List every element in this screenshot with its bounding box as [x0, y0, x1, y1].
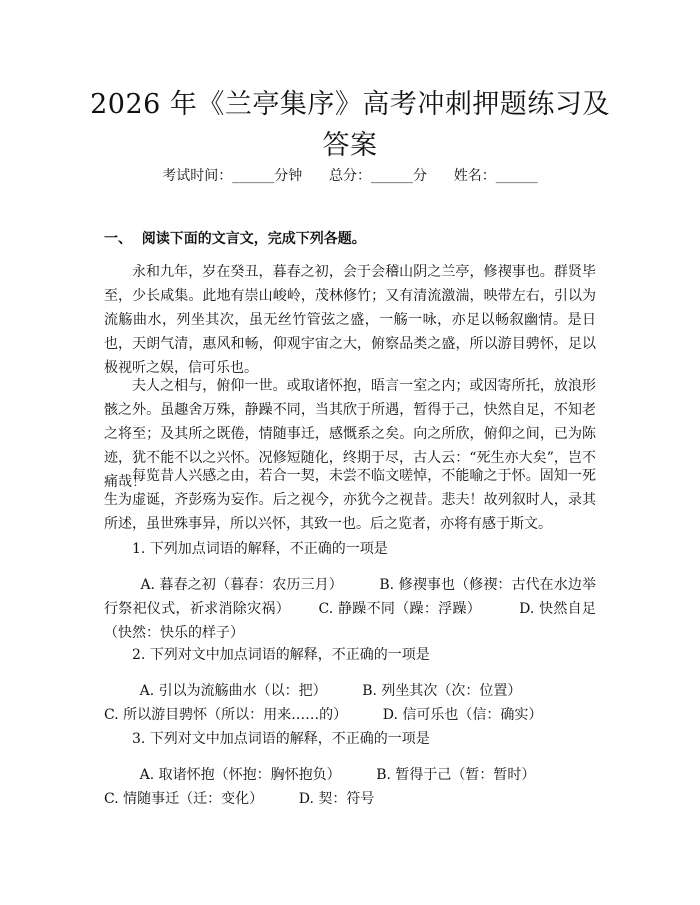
question-1 — [104, 537, 596, 645]
question-2 — [104, 643, 596, 727]
question-1-options: A. 暮春之初（暮春：农历三月） B. 修禊事也（修禊：古代在水边举行祭祀仪式，祈求消除灾祸） C. 静躁不同（躁：浮躁） D. 快然自足（快然：快乐的样子） — [104, 577, 596, 641]
question-2-stem: 2. 下列对文中加点词语的解释，不正确的一项是 — [132, 647, 430, 663]
passage-paragraph-2: 夫人之相与，俯仰一世。或取诸怀抱，晤言一室之内；或因寄所托，放浪形骸之外。虽趣舍万殊，静躁不同，当其欣于所遇，暂得于己，快然自足，不知老之将至；及其所之既倦，情随事迁，感慨系之矣。向之所欣，俯仰之间，已为陈迹，犹不能不以之兴怀。况修短随化，终期于尽，古人云：“死生亦大矣”，岂不痛哉！ — [104, 378, 596, 490]
question-2-options: A. 引以为流觞曲水（以：把） B. 列坐其次（次：位置） C. 所以游目骋怀（所以：用来……的） D. 信可乐也（信：确实） — [104, 683, 543, 723]
exam-info-line: 考试时间：______分钟 总分：______分 姓名：______ — [162, 168, 538, 184]
question-3-options: A. 取诸怀抱（怀抱：胸怀抱负） B. 暂得于己（暂：暂时） C. 情随事迁（迁：变化） D. 契：符号 — [104, 767, 536, 807]
question-3-stem: 3. 下列对文中加点词语的解释，不正确的一项是 — [132, 731, 430, 747]
page-title: 2026 年《兰亭集序》高考冲刺押题练习及答案 — [90, 89, 610, 161]
question-3 — [104, 727, 596, 811]
section-heading: 一、 阅读下面的文言文，完成下列各题。 — [104, 231, 366, 247]
passage-paragraph-1: 永和九年，岁在癸丑，暮春之初，会于会稽山阴之兰亭，修禊事也。群贤毕至，少长咸集。此地有崇山峻岭，茂林修竹；又有清流激湍，映带左右，引以为流觞曲水，列坐其次，虽无丝竹管弦之盛，一觞一咏，亦足以畅叙幽情。是日也，天朗气清，惠风和畅，仰观宇宙之大，俯察品类之盛，所以游目骋怀，足以极视听之娱，信可乐也。 — [104, 264, 596, 376]
passage-paragraph-3: 每览昔人兴感之由，若合一契，未尝不临文嗟悼，不能喻之于怀。固知一死生为虚诞，齐彭殇为妄作。后之视今，亦犹今之视昔。悲夫！故列叙时人，录其所述，虽世殊事异，所以兴怀，其致一也。后之览者，亦将有感于斯文。 — [104, 468, 596, 532]
question-1-stem: 1. 下列加点词语的解释，不正确的一项是 — [132, 541, 388, 557]
